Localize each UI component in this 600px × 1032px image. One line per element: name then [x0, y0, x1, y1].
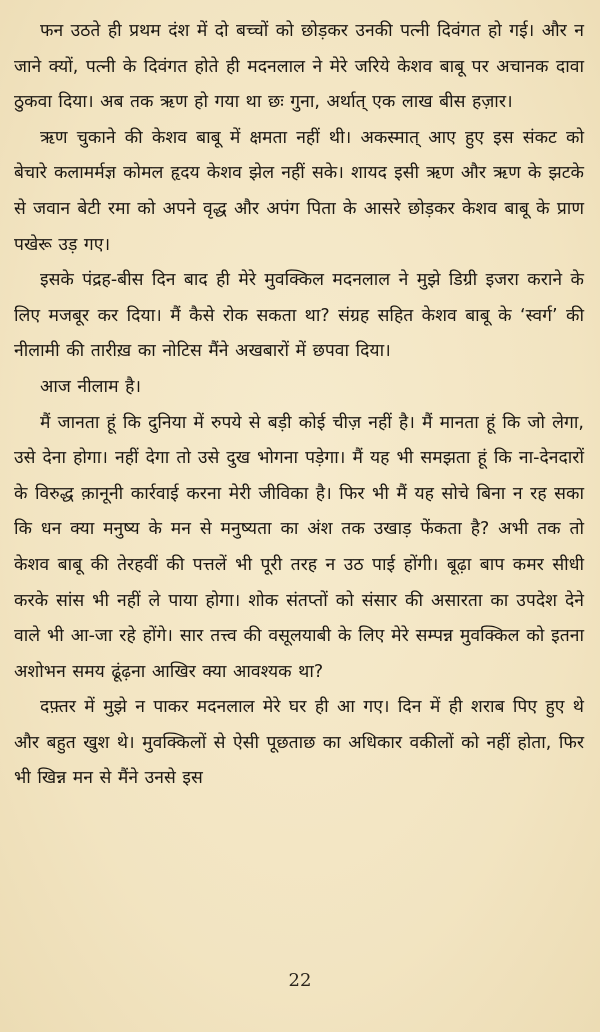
body-text — [14, 14, 584, 797]
paragraph: दफ़्तर में मुझे न पाकर मदनलाल मेरे घर ही आ गए। दिन में ही शराब पिए हुए थे और बहुत खुश थे। मुवक्किलों से ऐसी पूछताछ का अधिकार वकीलों को नहीं होता, फिर भी खिन्न मन से मैंने उनसे इस — [14, 697, 584, 789]
paragraph: फन उठते ही प्रथम दंश में दो बच्चों को छोड़कर उनकी पत्नी दिवंगत हो गई। और न जाने क्यों, पत्नी के दिवंगत होते ही मदनलाल ने मेरे जरिये केशव बाबू पर अचानक दावा ठुकवा दिया। अब तक ऋण हो गया था छः गुना, अर्थात् एक लाख बीस हज़ार। — [14, 21, 584, 113]
paragraph: मैं जानता हूं कि दुनिया में रुपये से बड़ी कोई चीज़ नहीं है। मैं मानता हूं कि जो लेगा, उसे देना होगा। नहीं देगा तो उसे दुख भोगना पड़ेगा। मैं यह भी समझता हूं कि ना-देनदारों के विरुद्ध क़ानूनी कार्रवाई करना मेरी जीविका है। फिर भी मैं यह सोचे बिना न रह सका कि धन क्या मनुष्य के मन से मनुष्यता का अंश तक उखाड़ फेंकता है? अभी तक तो केशव बाबू की तेरहवीं की पत्तलें भी पूरी तरह न उठ पाई होंगी। बूढ़ा बाप कमर सीधी करके सांस भी नहीं ले पाया होगा। शोक संतप्तों को संसार की असारता का उपदेश देने वाले भी आ-जा रहे होंगे। सार तत्त्व की वसूलयाबी के लिए मेरे सम्पन्न मुवक्किल को इतना अशोभन समय ढूंढ़ना आखिर क्या आवश्यक था? — [14, 412, 584, 682]
paragraph: आज नीलाम है। — [40, 376, 142, 397]
paragraph: ऋण चुकाने की केशव बाबू में क्षमता नहीं थी। अकस्मात् आए हुए इस संकट को बेचारे कलामर्मज्ञ कोमल हृदय केशव झेल नहीं सके। शायद इसी ऋण और ऋण के झटके से जवान बेटी रमा को अपने वृद्ध और अपंग पिता के आसरे छोड़कर केशव बाबू के प्राण पखेरू उड़ गए। — [14, 127, 584, 255]
paragraph: इसके पंद्रह-बीस दिन बाद ही मेरे मुवक्किल मदनलाल ने मुझे डिग्री इजरा कराने के लिए मजबूर कर दिया। मैं कैसे रोक सकता था? संग्रह सहित केशव बाबू के ‘स्वर्ग’ की नीलामी की तारीख़ का नोटिस मैंने अखबारों में छपवा दिया। — [14, 270, 584, 362]
page-number: 22 — [288, 970, 312, 991]
